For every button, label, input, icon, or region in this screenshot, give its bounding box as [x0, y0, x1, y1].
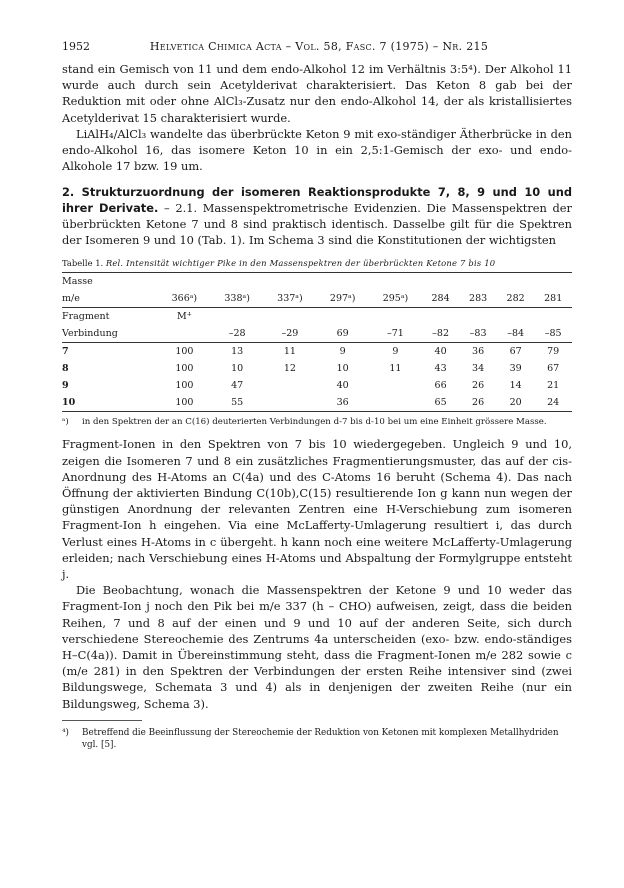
- value-cell: 40: [336, 380, 349, 392]
- body-paragraph: LiAlH₄/AlCl₃ wandelte das überbrückte Keton 9 mit exo-ständiger Ätherbrücke in den endo-Alkohol 16, das isomere Keton 10 in ein 2,5:1-Gemisch der exo- und endo-Alkohole 17 bzw. 19 um.: [62, 126, 572, 174]
- value-cell: 13: [231, 346, 244, 358]
- table-row: [62, 360, 572, 377]
- body-paragraph: stand ein Gemisch von 11 und dem endo-Alkohol 12 im Verhältnis 3:5⁴). Der Alkohol 11 wurde auch durch sein Acetylderivat charakterisiert. Das Keton 8 gab bei der Reduktion mit oder ohne AlCl₃-Zusatz nur den endo-Alkohol 14, der als kristallisiertes Acetylderivat 15 charakterisiert wurde.: [62, 62, 572, 125]
- mass-row: [62, 290, 572, 308]
- value-cell: 20: [497, 394, 535, 412]
- mass-cell: 295ᵃ): [369, 290, 422, 308]
- table-caption: [62, 258, 572, 268]
- compound-number: 9: [62, 380, 69, 392]
- value-cell: 9: [392, 346, 399, 358]
- section-text: – 2.1. Massenspektrometrische Evidenzien. Die Massenspektren der überbrückten Ketone 7 und 8 sind praktisch identisch. Dasselbe gilt für die Spektren der Isomeren 9 und 10 (Tab. 1). Im Schema 3 sind die Konstitutionen der wichtigsten: [62, 201, 572, 248]
- value-cell: [264, 394, 317, 412]
- diff-cell: –84: [497, 325, 535, 343]
- value-cell: 12: [283, 363, 296, 375]
- table-row: [62, 394, 572, 412]
- compound-number: 7: [62, 346, 69, 358]
- table-caption-text: Rel. Intensität wichtiger Pike in den Massenspektren der überbrückten Ketone 7 bis 10: [105, 258, 496, 269]
- value-cell: [264, 377, 317, 394]
- mass-cell: 338ᵃ): [211, 290, 264, 308]
- compound-number: 10: [62, 394, 158, 412]
- value-cell: 10: [336, 363, 349, 375]
- value-cell: 24: [534, 394, 572, 412]
- table-row: [62, 377, 572, 394]
- value-cell: 100: [175, 363, 194, 375]
- table-footnote-mark: ᵃ): [62, 417, 69, 428]
- body-paragraph: Die Beobachtung, wonach die Massenspektren der Ketone 9 und 10 weder das Fragment-Ion j noch den Pik bei m/e 337 (h – CHO) aufweisen, zeigt, dass die beiden Reihen, 7 und 8 auf der einen und 9 und 10 auf der anderen Seite, sich durch verschiedene Stereochemie des Zentrums 4a unterscheiden (exo- bzw. endo-ständiges H–C(4a)). Damit in Übereinstimmung steht, dass die Fragment-Ionen m/e 282 sowie c (m/e 281) in den Spektren der Verbindungen der ersten Reihe intensiver sind (zwei Bildungswege, Schemata 3 und 4) als in denjenigen der zweiten Reihe (nur ein Bildungsweg, Schema 3).: [62, 583, 572, 711]
- value-cell: 10: [231, 363, 244, 375]
- running-title: Helvetica Chimica Acta – Vol. 58, Fasc. 7 (1975) – Nr. 215: [149, 40, 489, 53]
- mass-spectra-table: [62, 272, 572, 412]
- table-caption-label: Tabelle 1.: [62, 258, 104, 269]
- value-cell: 26: [472, 380, 485, 392]
- mass-cell: 283: [459, 290, 497, 308]
- value-cell: 36: [316, 394, 369, 412]
- value-cell: [369, 377, 422, 394]
- value-cell: 43: [434, 363, 447, 375]
- diff-cell: –71: [369, 325, 422, 343]
- mass-cell: 297ᵃ): [316, 290, 369, 308]
- mass-cell: 284: [422, 290, 460, 308]
- mass-cell: 281: [534, 290, 572, 308]
- value-cell: 79: [547, 346, 560, 358]
- footnote-text: Betreffend die Beeinflussung der Stereochemie der Reduktion von Ketonen mit komplexen Metallhydriden vgl. [5].: [82, 727, 559, 750]
- value-cell: 26: [459, 394, 497, 412]
- value-cell: 11: [283, 346, 296, 358]
- mass-cell: 366ᵃ): [158, 290, 211, 308]
- diff-cell: –82: [422, 325, 460, 343]
- value-cell: [369, 394, 422, 412]
- value-cell: 47: [231, 380, 244, 392]
- compound-number: 8: [62, 363, 69, 375]
- page-header: [62, 40, 572, 53]
- diff-cell: –28: [211, 325, 264, 343]
- value-cell: 36: [472, 346, 485, 358]
- value-cell: 40: [434, 346, 447, 358]
- header-label: m/e: [62, 290, 158, 308]
- value-cell: 21: [547, 380, 560, 392]
- fragment-cell: M⁺̇: [177, 311, 192, 323]
- value-cell: 55: [211, 394, 264, 412]
- diff-cell: 69: [316, 325, 369, 343]
- value-cell: 39: [509, 363, 522, 375]
- table-header-row: [62, 273, 572, 291]
- value-cell: 67: [509, 346, 522, 358]
- diff-cell: –85: [534, 325, 572, 343]
- table-row: [62, 343, 572, 361]
- value-cell: 100: [158, 394, 211, 412]
- table-footnote: [62, 416, 572, 428]
- compound-label: Verbindung: [62, 325, 158, 343]
- value-cell: 65: [422, 394, 460, 412]
- table-footnote-text: in den Spektren der an C(16) deuterierten Verbindungen d-7 bis d-10 bei um eine Einheit grössere Masse.: [82, 417, 547, 428]
- fragment-label: Fragment: [62, 311, 110, 323]
- diff-cell: –29: [264, 325, 317, 343]
- header-label: Masse: [62, 273, 158, 291]
- value-cell: 11: [389, 363, 402, 375]
- value-cell: 66: [434, 380, 447, 392]
- footnote-mark: ⁴): [62, 727, 69, 738]
- body-paragraph: Fragment-Ionen in den Spektren von 7 bis 10 wiedergegeben. Ungleich 9 und 10, zeigen die Isomeren 7 und 8 ein zusätzliches Fragmentierungsmuster, das auf der cis-Anordnung des H-Atoms an C(4a) und des C-Atoms 16 beruht (Schema 4). Das nach Öffnung der aktivierten Bindung C(10b),C(15) resultierende Ion g kann nun wegen der günstigen Anordnung der relevanten Zentren eine H-Verschiebung zum isomeren Fragment-Ion h eingehen. Via eine McLafferty-Umlagerung resultiert i, das durch Verlust eines H-Atoms in c übergeht. h kann noch eine weitere McLafferty-Umlagerung erleiden; nach Verschiebung eines H-Atoms und Abspaltung der Formylgruppe entsteht j.: [62, 437, 572, 582]
- mass-cell: 282: [497, 290, 535, 308]
- page-footnote: [62, 727, 572, 751]
- value-cell: 100: [175, 346, 194, 358]
- value-cell: 9: [339, 346, 346, 358]
- value-cell: 100: [175, 380, 194, 392]
- section-title: 2. Strukturzuordnung der isomeren Reaktionsprodukte 7, 8, 9 und 10 und ihrer Derivate.: [62, 185, 572, 216]
- mass-cell: 337ᵃ): [264, 290, 317, 308]
- page-number: 1952: [62, 40, 90, 53]
- value-cell: 34: [472, 363, 485, 375]
- fragment-row: [62, 308, 572, 326]
- journal-page: [62, 40, 572, 751]
- section-heading: [62, 184, 572, 248]
- footnote-separator: [62, 720, 142, 721]
- difference-row: [62, 325, 572, 343]
- value-cell: 67: [547, 363, 560, 375]
- diff-cell: –83: [459, 325, 497, 343]
- value-cell: 14: [509, 380, 522, 392]
